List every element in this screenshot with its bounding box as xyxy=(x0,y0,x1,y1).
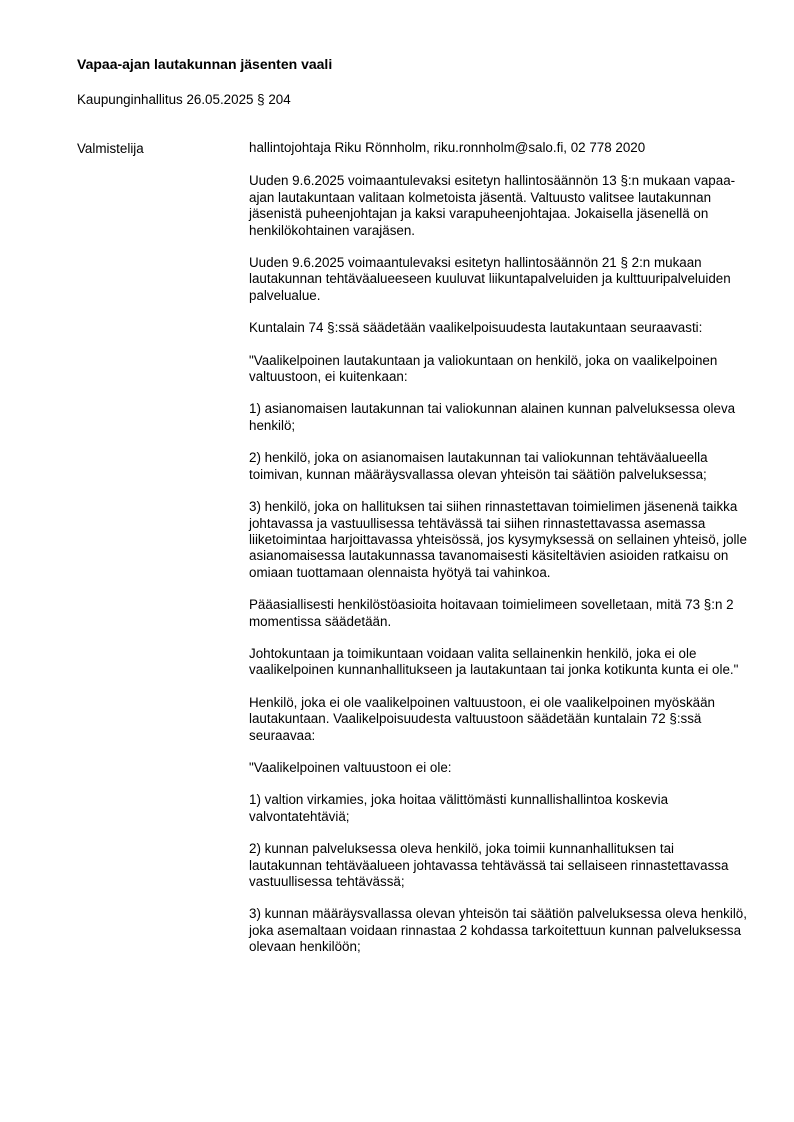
paragraph-exception-2: 2) henkilö, joka on asianomaisen lautakunnan tai valiokunnan tehtäväalueella toimivan, kunnan määräysvallassa olevan yhteisön tai säätiön palveluksessa; xyxy=(249,450,708,482)
paragraph-council-exception-1: 1) valtion virkamies, joka hoitaa välittömästi kunnallishallintoa koskevia valvontatehtäviä; xyxy=(249,792,669,824)
paragraph-council-quote: "Vaalikelpoinen valtuustoon ei ole: xyxy=(249,759,452,775)
paragraph-council-exception-2: 2) kunnan palveluksessa oleva henkilö, joka toimii kunnanhallituksen tai lautakunnan tehtäväalueen johtavassa tehtävässä tai sellaiseen rinnastettavassa vastuullisessa tehtävässä; xyxy=(249,841,729,889)
paragraph-boards: Johtokuntaan ja toimikuntaan voidaan valita sellainenkin henkilö, joka ei ole vaalikelpoinen kunnanhallitukseen ja lautakuntaan tai jonka kotikunta kunta ei ole." xyxy=(249,645,739,678)
paragraph-council-exception-3: 3) kunnan määräysvallassa olevan yhteisön tai säätiön palveluksessa oleva henkilö, joka asemaltaan voidaan rinnastaa 2 kohdassa tarkoitettuun kunnan palveluksessa olevaan henkilöön; xyxy=(249,906,747,955)
paragraph-eligibility-intro: Kuntalain 74 §:ssä säädetään vaalikelpoisuudesta lautakuntaan seuraavasti: xyxy=(249,320,703,336)
meeting-reference: Kaupunginhallitus 26.05.2025 § 204 xyxy=(77,92,291,107)
preparer-label: Valmistelija xyxy=(77,141,144,156)
paragraph-member-count: Uuden 9.6.2025 voimaantulevaksi esitetyn hallintosäännön 13 §:n mukaan vapaa-ajan lautakuntaan valitaan kolmetoista jäsentä. Valtuusto valitsee lautakunnan jäsenistä puheenjohtajan ja kaksi varapuheenjohtajaa. Jokaisella jäsenellä on henkilökohtainen varajäsen. xyxy=(249,173,736,238)
preparer-info: hallintojohtaja Riku Rönnholm, riku.ronnholm@salo.fi, 02 778 2020 xyxy=(249,140,646,155)
paragraph-task-area: Uuden 9.6.2025 voimaantulevaksi esitetyn hallintosäännön 21 § 2:n mukaan lautakunnan tehtäväalueeseen kuuluvat liikuntapalveluiden ja kulttuuripalveluiden palvelualue. xyxy=(249,255,731,303)
document-body xyxy=(249,140,749,972)
paragraph-council-eligibility: Henkilö, joka ei ole vaalikelpoinen valtuustoon, ei ole vaalikelpoinen myöskään lautakuntaan. Vaalikelpoisuudesta valtuustoon säädetään kuntalain 72 §:ssä seuraavaa: xyxy=(249,694,715,743)
paragraph-personnel-body: Pääasiallisesti henkilöstöasioita hoitavaan toimielimeen sovelletaan, mitä 73 §:n 2 momentissa säädetään. xyxy=(249,597,734,629)
paragraph-exception-1: 1) asianomaisen lautakunnan tai valiokunnan alainen kunnan palveluksessa oleva henkilö; xyxy=(249,401,736,433)
paragraph-exception-3: 3) henkilö, joka on hallituksen tai siihen rinnastettavan toimielimen jäsenenä taikka johtavassa ja vastuullisessa tehtävässä tai siihen rinnastettavassa asemassa liiketoimintaa harjoittavassa yhteisössä, jos kysymyksessä on sellainen yhteisö, jolle asianomaisessa lautakunnassa tavanomaisesti käsiteltävien asioiden ratkaisu on omiaan tuottamaan olennaista hyötyä tai vahinkoa. xyxy=(249,499,747,580)
paragraph-eligibility-quote: "Vaalikelpoinen lautakuntaan ja valiokuntaan on henkilö, joka on vaalikelpoinen valtuustoon, ei kuitenkaan: xyxy=(249,352,718,385)
document-title: Vapaa-ajan lautakunnan jäsenten vaali xyxy=(77,56,333,72)
